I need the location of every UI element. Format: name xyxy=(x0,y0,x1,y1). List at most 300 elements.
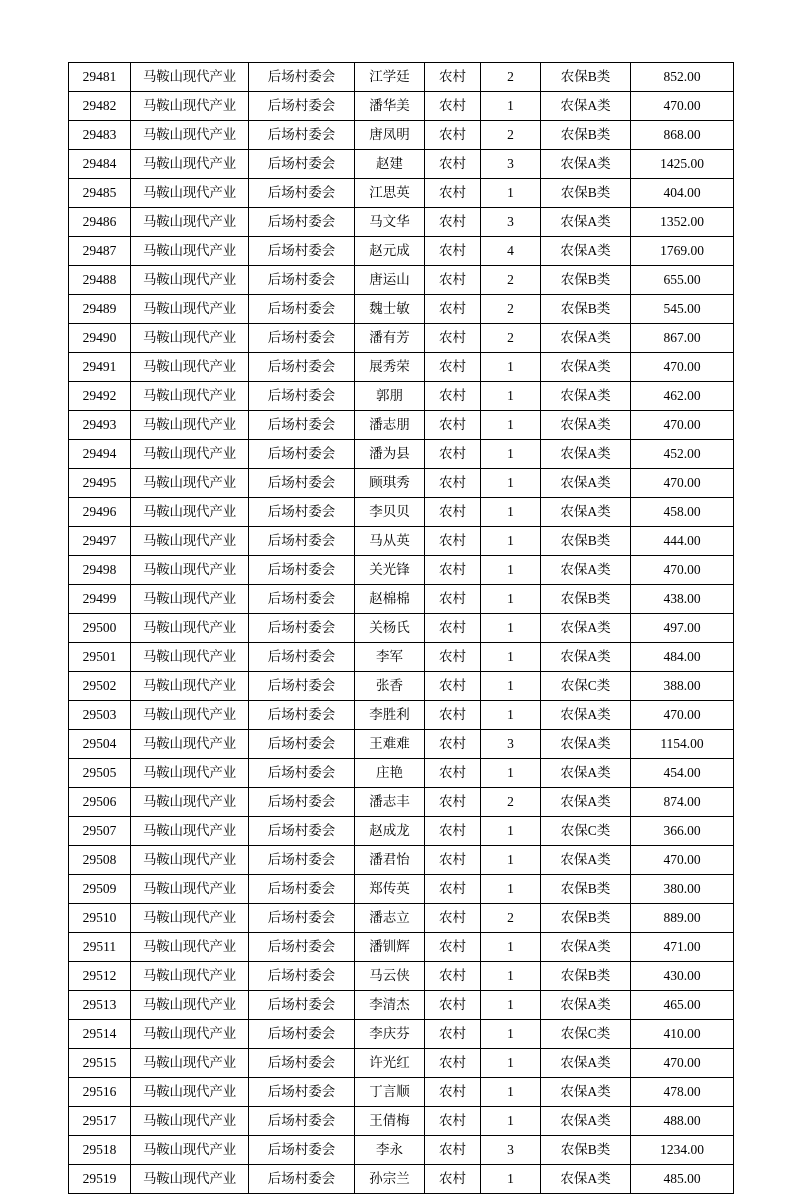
cell-org: 马鞍山现代产业 xyxy=(131,1078,249,1107)
cell-org: 马鞍山现代产业 xyxy=(131,208,249,237)
cell-name: 关光锋 xyxy=(355,556,425,585)
cell-count: 1 xyxy=(481,382,541,411)
cell-category: 农保A类 xyxy=(541,208,631,237)
cell-household: 农村 xyxy=(425,817,481,846)
cell-village: 后场村委会 xyxy=(249,411,355,440)
cell-count: 1 xyxy=(481,614,541,643)
cell-amount: 471.00 xyxy=(631,933,734,962)
cell-category: 农保A类 xyxy=(541,382,631,411)
cell-amount: 1769.00 xyxy=(631,237,734,266)
cell-village: 后场村委会 xyxy=(249,933,355,962)
cell-id: 29506 xyxy=(69,788,131,817)
cell-category: 农保A类 xyxy=(541,440,631,469)
cell-village: 后场村委会 xyxy=(249,672,355,701)
cell-count: 3 xyxy=(481,208,541,237)
cell-org: 马鞍山现代产业 xyxy=(131,701,249,730)
cell-name: 关杨氏 xyxy=(355,614,425,643)
cell-name: 王难难 xyxy=(355,730,425,759)
cell-village: 后场村委会 xyxy=(249,701,355,730)
cell-village: 后场村委会 xyxy=(249,1078,355,1107)
cell-village: 后场村委会 xyxy=(249,63,355,92)
cell-category: 农保A类 xyxy=(541,846,631,875)
cell-name: 赵建 xyxy=(355,150,425,179)
cell-household: 农村 xyxy=(425,614,481,643)
cell-name: 潘志立 xyxy=(355,904,425,933)
table-row xyxy=(69,1049,734,1078)
table-row xyxy=(69,933,734,962)
cell-household: 农村 xyxy=(425,527,481,556)
cell-name: 唐凤明 xyxy=(355,121,425,150)
cell-category: 农保A类 xyxy=(541,730,631,759)
cell-name: 潘君怡 xyxy=(355,846,425,875)
cell-village: 后场村委会 xyxy=(249,904,355,933)
cell-count: 3 xyxy=(481,730,541,759)
cell-category: 农保B类 xyxy=(541,904,631,933)
cell-org: 马鞍山现代产业 xyxy=(131,614,249,643)
cell-name: 潘钏辉 xyxy=(355,933,425,962)
cell-name: 李永 xyxy=(355,1136,425,1165)
cell-household: 农村 xyxy=(425,1136,481,1165)
cell-id: 29503 xyxy=(69,701,131,730)
cell-household: 农村 xyxy=(425,1165,481,1194)
cell-org: 马鞍山现代产业 xyxy=(131,1107,249,1136)
cell-org: 马鞍山现代产业 xyxy=(131,904,249,933)
cell-name: 江学廷 xyxy=(355,63,425,92)
cell-count: 2 xyxy=(481,904,541,933)
cell-category: 农保A类 xyxy=(541,759,631,788)
cell-org: 马鞍山现代产业 xyxy=(131,643,249,672)
cell-amount: 462.00 xyxy=(631,382,734,411)
cell-household: 农村 xyxy=(425,933,481,962)
cell-category: 农保C类 xyxy=(541,672,631,701)
cell-name: 展秀荣 xyxy=(355,353,425,382)
cell-category: 农保A类 xyxy=(541,1107,631,1136)
cell-count: 1 xyxy=(481,1049,541,1078)
cell-count: 1 xyxy=(481,643,541,672)
table-row xyxy=(69,150,734,179)
cell-count: 1 xyxy=(481,991,541,1020)
cell-category: 农保A类 xyxy=(541,150,631,179)
cell-org: 马鞍山现代产业 xyxy=(131,353,249,382)
cell-category: 农保B类 xyxy=(541,295,631,324)
cell-household: 农村 xyxy=(425,962,481,991)
cell-category: 农保B类 xyxy=(541,585,631,614)
cell-count: 1 xyxy=(481,585,541,614)
cell-name: 潘志丰 xyxy=(355,788,425,817)
cell-village: 后场村委会 xyxy=(249,498,355,527)
cell-count: 2 xyxy=(481,295,541,324)
cell-household: 农村 xyxy=(425,179,481,208)
table-row xyxy=(69,527,734,556)
cell-category: 农保B类 xyxy=(541,63,631,92)
cell-org: 马鞍山现代产业 xyxy=(131,266,249,295)
cell-id: 29510 xyxy=(69,904,131,933)
cell-category: 农保B类 xyxy=(541,527,631,556)
cell-id: 29491 xyxy=(69,353,131,382)
cell-id: 29519 xyxy=(69,1165,131,1194)
cell-count: 1 xyxy=(481,440,541,469)
cell-village: 后场村委会 xyxy=(249,846,355,875)
cell-category: 农保A类 xyxy=(541,353,631,382)
cell-org: 马鞍山现代产业 xyxy=(131,150,249,179)
cell-category: 农保A类 xyxy=(541,614,631,643)
cell-household: 农村 xyxy=(425,469,481,498)
table-row xyxy=(69,701,734,730)
cell-village: 后场村委会 xyxy=(249,179,355,208)
cell-count: 2 xyxy=(481,121,541,150)
cell-count: 1 xyxy=(481,411,541,440)
cell-count: 1 xyxy=(481,92,541,121)
table-row xyxy=(69,991,734,1020)
cell-org: 马鞍山现代产业 xyxy=(131,759,249,788)
cell-amount: 452.00 xyxy=(631,440,734,469)
cell-village: 后场村委会 xyxy=(249,150,355,179)
cell-id: 29484 xyxy=(69,150,131,179)
cell-category: 农保A类 xyxy=(541,933,631,962)
cell-org: 马鞍山现代产业 xyxy=(131,237,249,266)
table-row xyxy=(69,440,734,469)
cell-id: 29516 xyxy=(69,1078,131,1107)
cell-amount: 1234.00 xyxy=(631,1136,734,1165)
cell-name: 丁言顺 xyxy=(355,1078,425,1107)
table-row xyxy=(69,179,734,208)
cell-category: 农保A类 xyxy=(541,411,631,440)
table-row xyxy=(69,411,734,440)
cell-id: 29495 xyxy=(69,469,131,498)
cell-id: 29517 xyxy=(69,1107,131,1136)
cell-village: 后场村委会 xyxy=(249,1107,355,1136)
table-row xyxy=(69,556,734,585)
cell-amount: 470.00 xyxy=(631,556,734,585)
cell-name: 郑传英 xyxy=(355,875,425,904)
cell-name: 马从英 xyxy=(355,527,425,556)
table-row xyxy=(69,324,734,353)
table-row xyxy=(69,585,734,614)
cell-id: 29482 xyxy=(69,92,131,121)
table-row xyxy=(69,962,734,991)
cell-name: 庄艳 xyxy=(355,759,425,788)
cell-amount: 1425.00 xyxy=(631,150,734,179)
cell-village: 后场村委会 xyxy=(249,1136,355,1165)
cell-org: 马鞍山现代产业 xyxy=(131,382,249,411)
cell-count: 2 xyxy=(481,63,541,92)
cell-id: 29489 xyxy=(69,295,131,324)
cell-name: 潘有芳 xyxy=(355,324,425,353)
cell-category: 农保B类 xyxy=(541,875,631,904)
cell-household: 农村 xyxy=(425,846,481,875)
table-row xyxy=(69,817,734,846)
cell-category: 农保A类 xyxy=(541,701,631,730)
table-row xyxy=(69,1165,734,1194)
cell-count: 1 xyxy=(481,817,541,846)
cell-id: 29488 xyxy=(69,266,131,295)
cell-household: 农村 xyxy=(425,121,481,150)
cell-household: 农村 xyxy=(425,730,481,759)
cell-amount: 470.00 xyxy=(631,92,734,121)
table-row xyxy=(69,208,734,237)
cell-count: 1 xyxy=(481,353,541,382)
table-row xyxy=(69,498,734,527)
cell-name: 李庆芬 xyxy=(355,1020,425,1049)
cell-name: 李军 xyxy=(355,643,425,672)
cell-amount: 388.00 xyxy=(631,672,734,701)
cell-id: 29486 xyxy=(69,208,131,237)
cell-category: 农保A类 xyxy=(541,92,631,121)
cell-org: 马鞍山现代产业 xyxy=(131,875,249,904)
cell-name: 张香 xyxy=(355,672,425,701)
table-body xyxy=(69,63,734,1194)
cell-category: 农保C类 xyxy=(541,1020,631,1049)
cell-id: 29494 xyxy=(69,440,131,469)
cell-org: 马鞍山现代产业 xyxy=(131,1049,249,1078)
cell-amount: 404.00 xyxy=(631,179,734,208)
cell-id: 29509 xyxy=(69,875,131,904)
cell-count: 1 xyxy=(481,527,541,556)
cell-org: 马鞍山现代产业 xyxy=(131,1020,249,1049)
cell-org: 马鞍山现代产业 xyxy=(131,324,249,353)
table-row xyxy=(69,121,734,150)
cell-amount: 438.00 xyxy=(631,585,734,614)
cell-village: 后场村委会 xyxy=(249,324,355,353)
cell-household: 农村 xyxy=(425,788,481,817)
cell-count: 1 xyxy=(481,701,541,730)
cell-amount: 470.00 xyxy=(631,411,734,440)
cell-household: 农村 xyxy=(425,1049,481,1078)
cell-amount: 430.00 xyxy=(631,962,734,991)
cell-household: 农村 xyxy=(425,1107,481,1136)
cell-name: 江思英 xyxy=(355,179,425,208)
cell-village: 后场村委会 xyxy=(249,1165,355,1194)
cell-org: 马鞍山现代产业 xyxy=(131,411,249,440)
cell-village: 后场村委会 xyxy=(249,237,355,266)
cell-category: 农保A类 xyxy=(541,556,631,585)
cell-household: 农村 xyxy=(425,440,481,469)
table-row xyxy=(69,295,734,324)
cell-org: 马鞍山现代产业 xyxy=(131,121,249,150)
cell-amount: 470.00 xyxy=(631,701,734,730)
cell-category: 农保A类 xyxy=(541,324,631,353)
cell-id: 29481 xyxy=(69,63,131,92)
cell-org: 马鞍山现代产业 xyxy=(131,1165,249,1194)
cell-id: 29507 xyxy=(69,817,131,846)
cell-name: 李贝贝 xyxy=(355,498,425,527)
cell-count: 3 xyxy=(481,1136,541,1165)
cell-id: 29518 xyxy=(69,1136,131,1165)
cell-village: 后场村委会 xyxy=(249,353,355,382)
cell-name: 赵棉棉 xyxy=(355,585,425,614)
cell-name: 马云侠 xyxy=(355,962,425,991)
cell-household: 农村 xyxy=(425,266,481,295)
cell-id: 29512 xyxy=(69,962,131,991)
cell-village: 后场村委会 xyxy=(249,788,355,817)
cell-org: 马鞍山现代产业 xyxy=(131,730,249,759)
cell-category: 农保A类 xyxy=(541,643,631,672)
cell-name: 潘为县 xyxy=(355,440,425,469)
cell-household: 农村 xyxy=(425,382,481,411)
cell-org: 马鞍山现代产业 xyxy=(131,295,249,324)
cell-name: 李胜利 xyxy=(355,701,425,730)
cell-id: 29485 xyxy=(69,179,131,208)
cell-count: 3 xyxy=(481,150,541,179)
table-row xyxy=(69,92,734,121)
table-row xyxy=(69,1078,734,1107)
table-row xyxy=(69,1107,734,1136)
cell-amount: 454.00 xyxy=(631,759,734,788)
cell-village: 后场村委会 xyxy=(249,266,355,295)
table-row xyxy=(69,672,734,701)
cell-household: 农村 xyxy=(425,585,481,614)
cell-household: 农村 xyxy=(425,295,481,324)
cell-id: 29515 xyxy=(69,1049,131,1078)
cell-household: 农村 xyxy=(425,904,481,933)
cell-org: 马鞍山现代产业 xyxy=(131,846,249,875)
cell-id: 29493 xyxy=(69,411,131,440)
cell-id: 29483 xyxy=(69,121,131,150)
cell-amount: 874.00 xyxy=(631,788,734,817)
cell-org: 马鞍山现代产业 xyxy=(131,817,249,846)
table-row xyxy=(69,353,734,382)
cell-count: 1 xyxy=(481,933,541,962)
cell-household: 农村 xyxy=(425,1078,481,1107)
cell-amount: 1154.00 xyxy=(631,730,734,759)
cell-household: 农村 xyxy=(425,150,481,179)
cell-id: 29500 xyxy=(69,614,131,643)
cell-org: 马鞍山现代产业 xyxy=(131,498,249,527)
cell-category: 农保B类 xyxy=(541,962,631,991)
table-row xyxy=(69,904,734,933)
cell-org: 马鞍山现代产业 xyxy=(131,63,249,92)
cell-household: 农村 xyxy=(425,759,481,788)
cell-category: 农保A类 xyxy=(541,1078,631,1107)
table-row xyxy=(69,614,734,643)
cell-count: 1 xyxy=(481,962,541,991)
cell-name: 李清杰 xyxy=(355,991,425,1020)
cell-count: 1 xyxy=(481,672,541,701)
cell-village: 后场村委会 xyxy=(249,92,355,121)
cell-household: 农村 xyxy=(425,556,481,585)
cell-amount: 410.00 xyxy=(631,1020,734,1049)
cell-id: 29504 xyxy=(69,730,131,759)
cell-id: 29487 xyxy=(69,237,131,266)
cell-category: 农保A类 xyxy=(541,991,631,1020)
cell-amount: 470.00 xyxy=(631,846,734,875)
cell-amount: 444.00 xyxy=(631,527,734,556)
cell-id: 29497 xyxy=(69,527,131,556)
table-row xyxy=(69,382,734,411)
cell-name: 魏士敏 xyxy=(355,295,425,324)
cell-household: 农村 xyxy=(425,237,481,266)
cell-org: 马鞍山现代产业 xyxy=(131,469,249,498)
table-row xyxy=(69,875,734,904)
cell-village: 后场村委会 xyxy=(249,817,355,846)
cell-amount: 478.00 xyxy=(631,1078,734,1107)
cell-household: 农村 xyxy=(425,411,481,440)
cell-name: 孙宗兰 xyxy=(355,1165,425,1194)
table-row xyxy=(69,237,734,266)
cell-count: 1 xyxy=(481,498,541,527)
cell-org: 马鞍山现代产业 xyxy=(131,556,249,585)
cell-village: 后场村委会 xyxy=(249,759,355,788)
cell-household: 农村 xyxy=(425,324,481,353)
cell-id: 29499 xyxy=(69,585,131,614)
cell-amount: 497.00 xyxy=(631,614,734,643)
cell-household: 农村 xyxy=(425,991,481,1020)
cell-count: 1 xyxy=(481,759,541,788)
table-row xyxy=(69,63,734,92)
cell-household: 农村 xyxy=(425,353,481,382)
cell-category: 农保C类 xyxy=(541,817,631,846)
cell-village: 后场村委会 xyxy=(249,991,355,1020)
cell-village: 后场村委会 xyxy=(249,527,355,556)
table-row xyxy=(69,1020,734,1049)
cell-village: 后场村委会 xyxy=(249,121,355,150)
cell-village: 后场村委会 xyxy=(249,556,355,585)
cell-name: 潘华美 xyxy=(355,92,425,121)
table-row xyxy=(69,643,734,672)
cell-count: 2 xyxy=(481,266,541,295)
cell-village: 后场村委会 xyxy=(249,730,355,759)
cell-count: 1 xyxy=(481,469,541,498)
cell-amount: 655.00 xyxy=(631,266,734,295)
cell-name: 赵成龙 xyxy=(355,817,425,846)
cell-category: 农保A类 xyxy=(541,1049,631,1078)
cell-id: 29501 xyxy=(69,643,131,672)
cell-village: 后场村委会 xyxy=(249,643,355,672)
cell-count: 1 xyxy=(481,1165,541,1194)
cell-org: 马鞍山现代产业 xyxy=(131,672,249,701)
cell-id: 29508 xyxy=(69,846,131,875)
cell-village: 后场村委会 xyxy=(249,208,355,237)
cell-org: 马鞍山现代产业 xyxy=(131,962,249,991)
cell-id: 29498 xyxy=(69,556,131,585)
cell-org: 马鞍山现代产业 xyxy=(131,585,249,614)
cell-amount: 458.00 xyxy=(631,498,734,527)
cell-id: 29496 xyxy=(69,498,131,527)
table-row xyxy=(69,788,734,817)
cell-id: 29513 xyxy=(69,991,131,1020)
cell-count: 1 xyxy=(481,556,541,585)
cell-category: 农保B类 xyxy=(541,1136,631,1165)
cell-amount: 1352.00 xyxy=(631,208,734,237)
cell-category: 农保A类 xyxy=(541,1165,631,1194)
cell-org: 马鞍山现代产业 xyxy=(131,933,249,962)
cell-org: 马鞍山现代产业 xyxy=(131,179,249,208)
cell-count: 2 xyxy=(481,788,541,817)
cell-amount: 470.00 xyxy=(631,353,734,382)
cell-amount: 852.00 xyxy=(631,63,734,92)
cell-category: 农保A类 xyxy=(541,498,631,527)
cell-amount: 380.00 xyxy=(631,875,734,904)
cell-household: 农村 xyxy=(425,643,481,672)
table-row xyxy=(69,846,734,875)
cell-village: 后场村委会 xyxy=(249,962,355,991)
cell-org: 马鞍山现代产业 xyxy=(131,991,249,1020)
cell-village: 后场村委会 xyxy=(249,585,355,614)
cell-amount: 545.00 xyxy=(631,295,734,324)
cell-amount: 366.00 xyxy=(631,817,734,846)
cell-count: 4 xyxy=(481,237,541,266)
cell-category: 农保A类 xyxy=(541,469,631,498)
cell-count: 1 xyxy=(481,1107,541,1136)
cell-village: 后场村委会 xyxy=(249,1049,355,1078)
cell-count: 2 xyxy=(481,324,541,353)
cell-org: 马鞍山现代产业 xyxy=(131,527,249,556)
cell-amount: 889.00 xyxy=(631,904,734,933)
cell-village: 后场村委会 xyxy=(249,295,355,324)
cell-village: 后场村委会 xyxy=(249,469,355,498)
cell-id: 29505 xyxy=(69,759,131,788)
cell-amount: 465.00 xyxy=(631,991,734,1020)
